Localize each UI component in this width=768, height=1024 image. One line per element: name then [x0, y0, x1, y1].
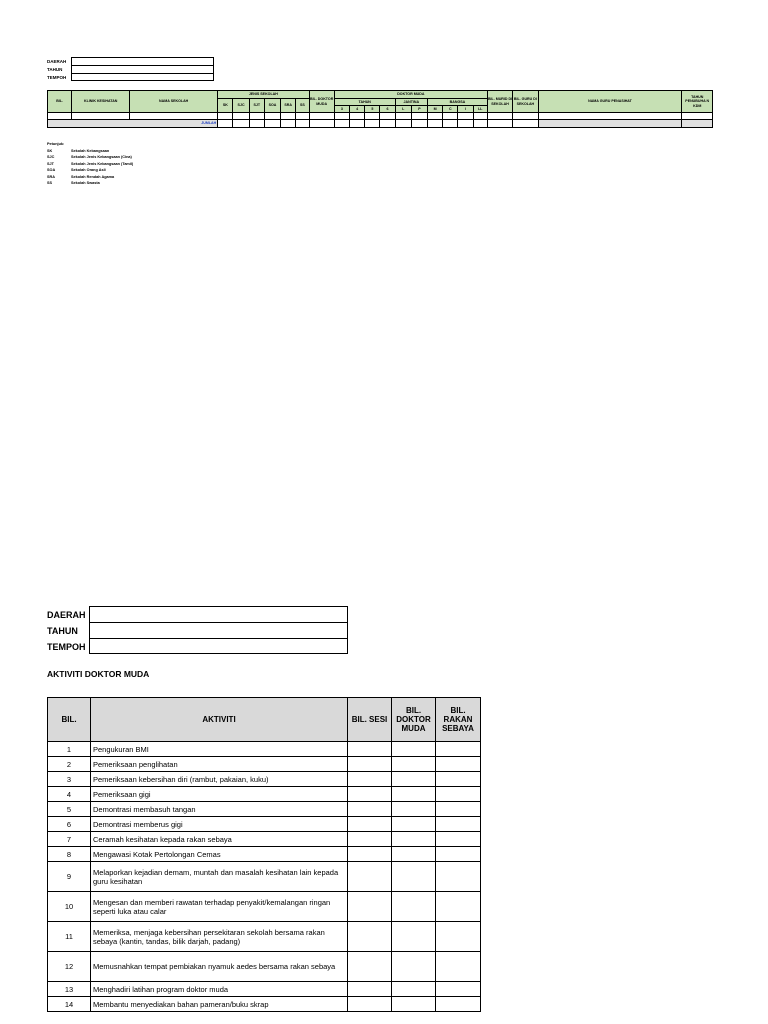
th-jenis-sekolah: JENIS SEKOLAH — [218, 91, 309, 99]
th-sjt: SJT — [249, 99, 264, 113]
activity-table-header — [48, 698, 481, 742]
tempoh-field[interactable] — [71, 73, 214, 81]
th-sjc: SJC — [233, 99, 249, 113]
section-title: AKTIVITI DOKTOR MUDA — [47, 669, 150, 679]
th-nama-guru: NAMA GURU PENASIHAT — [538, 91, 682, 113]
note-item: SOA Sekolah Orang Asli — [47, 168, 106, 172]
school-summary-table — [47, 90, 713, 128]
tahun-field[interactable] — [71, 65, 214, 73]
th-tahun-4: 4 — [350, 106, 365, 113]
table-row: 14 Membantu menyediakan bahan pameran/buku skrap — [48, 997, 481, 1012]
th-klinik: KLINIK KESIHATAN — [72, 91, 130, 113]
table-row: 12 Memusnahkan tempat pembiakan nyamuk aedes bersama rakan sebaya — [48, 952, 481, 982]
th-jantina-l: L — [395, 106, 411, 113]
th-bil-guru: BIL. GURU DI SEKOLAH — [513, 91, 538, 113]
th-sra: SRA — [281, 99, 296, 113]
note-item: SJT Sekolah Jenis Kebangsaan (Tamil) — [47, 161, 134, 166]
note-item: SS Sekolah Swasta — [47, 181, 100, 185]
th-doktor-muda: DOKTOR MUDA — [334, 91, 487, 99]
table-row — [48, 113, 713, 120]
th-tahun: TAHUN — [334, 99, 395, 106]
top-form-labels — [47, 58, 66, 82]
table-row: 13 Menghadiri latihan program doktor muda — [48, 982, 481, 997]
label-tempoh: TEMPOH — [47, 642, 86, 652]
label-tempoh: TEMPOH — [47, 75, 67, 80]
note-item: SK Sekolah Kebangsaan — [47, 148, 110, 153]
th-bil-sesi: BIL. SESI — [348, 698, 392, 742]
total-row — [48, 120, 713, 128]
th-tahun-5: 5 — [365, 106, 380, 113]
th-bil-rakan-sebaya: BIL. RAKAN SEBAYA — [436, 698, 481, 742]
th-bil: BIL. — [48, 698, 91, 742]
th-bil-doktor-muda: BIL. DOKTOR MUDA — [392, 698, 436, 742]
table-row: 6 Demontrasi memberus gigi — [48, 817, 481, 832]
label-daerah: DAERAH — [47, 59, 67, 64]
jumlah-label: JUMLAH — [48, 120, 218, 128]
th-soa: SOA — [264, 99, 280, 113]
th-bangsa-ll: LL — [473, 106, 487, 113]
table-row: 10 Mengesan dan memberi rawatan terhadap penyakit/kemalangan ringan seperti luka atau calar — [48, 892, 481, 922]
th-ss: SS — [296, 99, 309, 113]
top-form-fields — [71, 57, 214, 81]
note-item: SJC Sekolah Jenis Kebangsaan (Cina) — [47, 155, 132, 159]
table-row: 5 Demontrasi membasuh tangan — [48, 802, 481, 817]
th-bil-murid: BIL. MURID DI SEKOLAH — [487, 91, 512, 113]
bottom-form-fields — [89, 606, 348, 654]
th-sk: SK — [218, 99, 233, 113]
th-bangsa-i: I — [458, 106, 473, 113]
th-bangsa: BANGSA — [428, 99, 488, 106]
table-row: 7 Ceramah kesihatan kepada rakan sebaya — [48, 832, 481, 847]
table-row: 8 Mengawasi Kotak Pertolongan Cemas — [48, 847, 481, 862]
bottom-form-labels — [47, 607, 86, 655]
table-row: 1 Pengukuran BMI — [48, 742, 481, 757]
table-row: 2 Pemeriksaan penglihatan — [48, 757, 481, 772]
th-jantina-p: P — [411, 106, 427, 113]
th-tahun-6: 6 — [380, 106, 395, 113]
th-aktiviti: AKTIVITI — [91, 698, 348, 742]
daerah-field[interactable] — [89, 606, 348, 622]
table-row: 3 Pemeriksaan kebersihan diri (rambut, pakaian, kuku) — [48, 772, 481, 787]
th-tahun-penubuhan: TAHUN PENUBUHA N KDM — [682, 91, 713, 113]
th-tahun-3: 3 — [334, 106, 349, 113]
th-jantina: JANTINA — [395, 99, 427, 106]
table-row: 4 Pemeriksaan gigi — [48, 787, 481, 802]
th-nama-sekolah: NAMA SEKOLAH — [130, 91, 218, 113]
table-row: 11 Memeriksa, menjaga kebersihan persekitaran sekolah bersama rakan sebaya (kantin, tandas, bilik darjah, padang) — [48, 922, 481, 952]
tahun-field[interactable] — [89, 622, 348, 638]
activity-table — [47, 697, 481, 1012]
table-row: 9 Melaporkan kejadian demam, muntah dan masalah kesihatan lain kepada guru kesihatan — [48, 862, 481, 892]
th-bil: BIL. — [48, 91, 72, 113]
daerah-field[interactable] — [71, 57, 214, 65]
label-tahun: TAHUN — [47, 67, 63, 72]
label-tahun: TAHUN — [47, 626, 78, 636]
th-bil-doktor-muda: BIL. DOKTOR MUDA — [309, 91, 334, 113]
th-bangsa-c: C — [443, 106, 458, 113]
tempoh-field[interactable] — [89, 638, 348, 654]
notes-title: Petunjuk: — [47, 142, 65, 146]
legend-notes — [47, 141, 133, 187]
label-daerah: DAERAH — [47, 610, 86, 620]
th-bangsa-m: M — [428, 106, 443, 113]
note-item: SRA Sekolah Rendah Agama — [47, 174, 115, 179]
